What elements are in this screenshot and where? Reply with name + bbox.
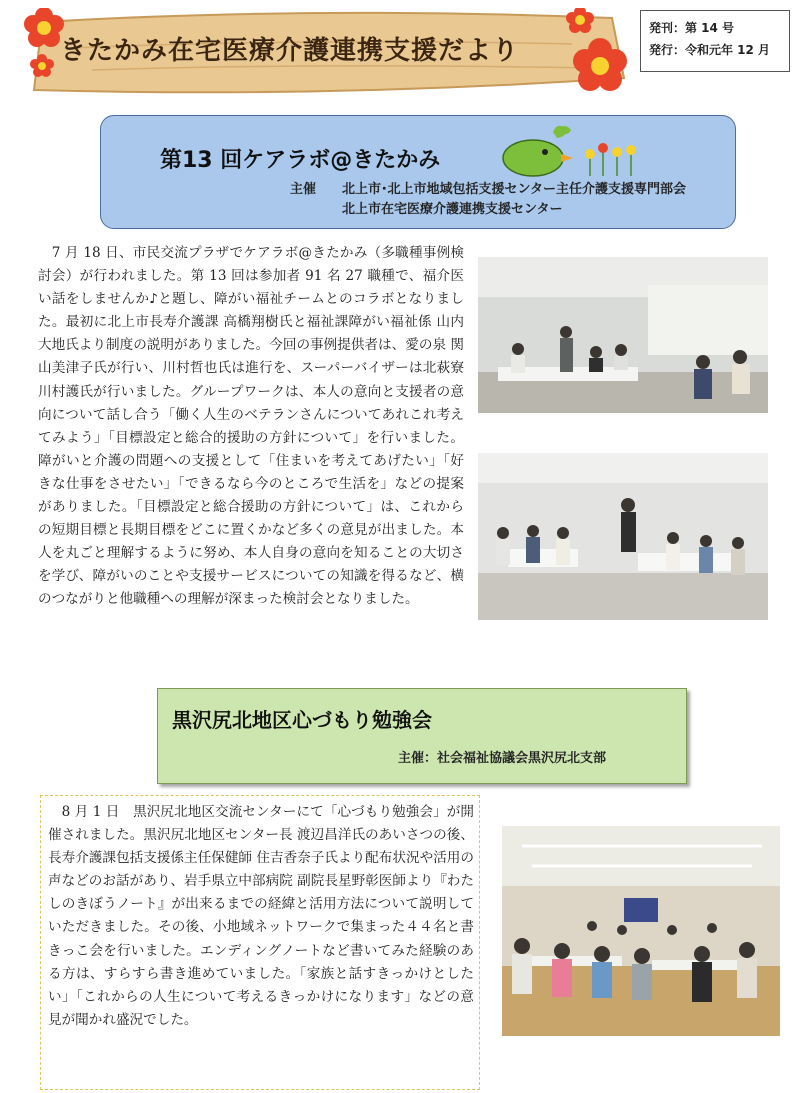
section2-header-box <box>157 688 687 784</box>
meeting-photo-1 <box>478 257 768 413</box>
section1-organizer-1: 北上市･北上市地域包括支援センター主任介護支援専門部会 <box>342 182 686 197</box>
section1-organizer-2: 北上市在宅医療介護連携支援センター <box>342 202 563 217</box>
section1-article-text: 7 月 18 日、市民交流プラザでケアラボ@きたかみ（多職種事例検討会）が行われました。第 13 回は参加者 91 名 27 職種で、福介医い話をしませんか♪と題し、障がい福祉チームとのコラボとなりました。最初に北上市長寿介護課 高橋翔樹氏と福祉課障がい福祉係 山内大地氏より制度の説明がありました。今回の事例提供者は、愛の泉 関山美津子氏が行い、川村哲也氏は進行を、スーパーバイザーは北萩寮 川村護氏が行いました。グループワークは、本人の意向と支援者の意向について話し合う「働く人生のベテランさんについてあれこれ考えてみよう」「目標設定と総合的援助の方針について」を行いました。障がいと介護の問題への支援として「住まいを考えてあげたい」「好きな仕事をさせたい」「できるなら今のところで生活を」などの提案がありました。「目標設定と総合援助の方針について」は、これからの短期目標と長期目標をどこに置くかなど多くの意見が出ました。本人を丸ごと理解するように努め、本人自身の意向を知ることの大切さを学び、障がいのことや支援サービスについての知識を得るなど、横のつながりと他職種への理解が深まった検討会となりました。 <box>38 245 464 608</box>
section2-article-text: 8 月 1 日 黒沢尻北地区交流センターにて「心づもり勉強会」が開催されました。黒沢尻北地区センター長 渡辺昌洋氏のあいさつの後、長寿介護課包括支援係主任保健師 住吉香奈子氏より配布状況や活用の声などのお話があり、岩手県立中部病院 副院長星野彰医師より『わたしのきぼうノート』が出来るまでの経緯と活用方法について説明していただきました。その後、小地域ネットワークで集まった４４名と書きっこ会を行いました。エンディングノートなど書いてみた経験のある方は、すらすら書き進めていました。｢家族と話すきっかけとしたい｣「これからの人生について考えるきっかけになります」などの意見が聞かれ盛況でした。 <box>48 804 474 1028</box>
section2-title: 黒沢尻北地区心づもり勉強会 <box>172 708 432 732</box>
section1-title: 第13 回ケアラボ@きたかみ <box>160 148 441 173</box>
flower-icon <box>24 8 64 47</box>
study-meeting-photo <box>502 826 780 1036</box>
issue-date: 発行：令和元年 12 月 <box>649 43 771 57</box>
issue-number: 発刊：第 14 号 <box>649 21 735 35</box>
section1-organizer-label: 主催 <box>290 182 317 197</box>
bird-illustration <box>495 118 645 184</box>
issue-info-box <box>640 10 790 72</box>
newsletter-title: きたかみ在宅医療介護連携支援だより <box>60 36 520 66</box>
meeting-photo-2 <box>478 453 768 620</box>
section2-organizer: 主催：社会福祉協議会黒沢尻北支部 <box>398 751 607 766</box>
